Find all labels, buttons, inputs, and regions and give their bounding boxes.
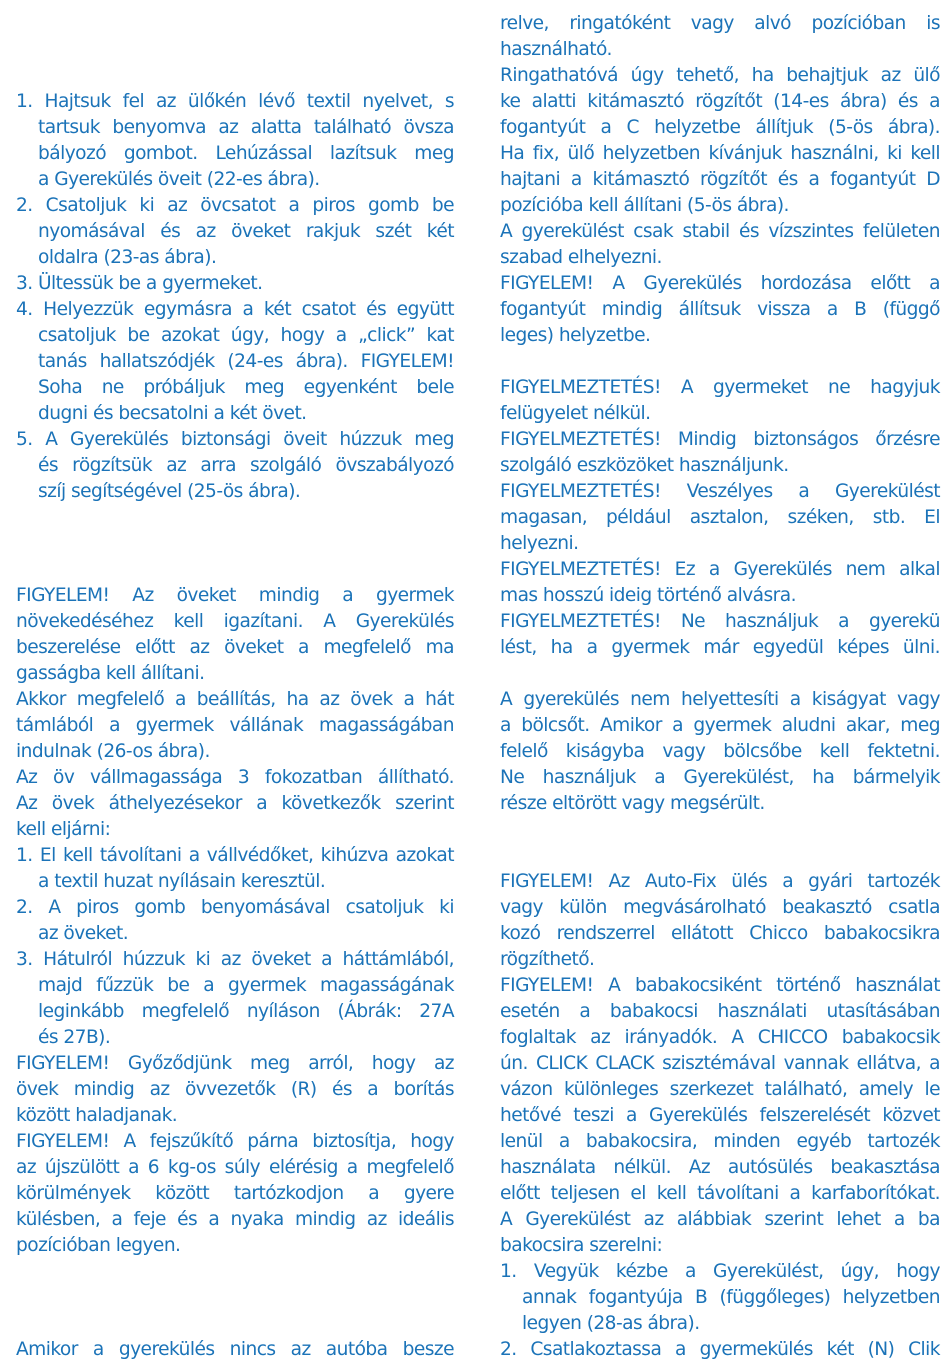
text-line: hetővé teszi a Gyerekülés felszerelését közvet: [500, 1105, 940, 1126]
text-line: tartsuk benyomva az alatta található övsza: [38, 117, 454, 138]
text-line: magasan, például asztalon, széken, stb. El: [500, 507, 940, 528]
text-line: gasságba kell állítani.: [16, 663, 205, 684]
text-line: bályozó gombot. Lehúzással lazítsuk meg: [38, 143, 454, 164]
text-line: nyomásával és az öveket rakjuk szét két: [38, 221, 454, 242]
text-line: FIGYELMEZTETÉS! Mindig biztonságos őrzésre: [500, 429, 940, 450]
text-line: FIGYELMEZTETÉS! Ne használjuk a gyerekü: [500, 611, 940, 632]
text-line: pozícióban legyen.: [16, 1235, 181, 1256]
text-line: szolgáló eszközöket használjunk.: [500, 455, 789, 476]
text-line: relve, ringatóként vagy alvó pozícióban is: [500, 13, 940, 34]
text-line: dugni és becsatolni a két övet.: [38, 403, 307, 424]
text-line: a Gyerekülés öveit (22-es ábra).: [38, 169, 320, 190]
text-line: Az övek áthelyezésekor a következők szerint: [16, 793, 454, 814]
text-line: Az öv vállmagassága 3 fokozatban állítható.: [16, 767, 454, 788]
text-line: használható.: [500, 39, 612, 60]
text-line: beszerelése előtt az öveket a megfelelő ma: [16, 637, 454, 658]
text-line: 1. Hajtsuk fel az ülőkén lévő textil nyelvet, s: [16, 91, 454, 112]
text-line: felügyelet nélkül.: [500, 403, 651, 424]
text-line: leges) helyzetbe.: [500, 325, 651, 346]
text-line: körülmények között tartózkodjon a gyere: [16, 1183, 454, 1204]
text-line: szíj segítségével (25-ös ábra).: [38, 481, 301, 502]
text-line: hajtani a kitámasztó rögzítőt és a fogantyút D: [500, 169, 940, 190]
text-line: 3. Hátulról húzzuk ki az öveket a háttámlából,: [16, 949, 454, 970]
text-line: Ne használjuk a Gyerekülést, ha bármelyik: [500, 767, 940, 788]
text-line: között haladjanak.: [16, 1105, 178, 1126]
text-line: felelő kiságyba vagy bölcsőbe kell fektetni.: [500, 741, 940, 762]
text-line: övek mindig az övvezetők (R) és a borítás: [16, 1079, 454, 1100]
text-line: 2. Csatoljuk ki az övcsatot a piros gomb be: [16, 195, 454, 216]
text-line: ún. CLICK CLACK szisztémával vannak ellátva, a: [500, 1053, 940, 1074]
text-line: Ha fix, ülő helyzetben kívánjuk használni, ki kell: [500, 143, 940, 164]
text-line: Amikor a gyerekülés nincs az autóba besze: [16, 1339, 454, 1360]
text-line: szabad elhelyezni.: [500, 247, 662, 268]
text-line: Akkor megfelelő a beállítás, ha az övek a hát: [16, 689, 454, 710]
text-line: rögzíthető.: [500, 949, 595, 970]
text-line: vázon különleges szerkezet található, amely le: [500, 1079, 940, 1100]
text-line: oldalra (23-as ábra).: [38, 247, 217, 268]
text-line: támlából a gyermek vállának magasságában: [16, 715, 454, 736]
text-line: 5. A Gyerekülés biztonsági öveit húzzuk meg: [16, 429, 454, 450]
text-line: pozícióba kell állítani (5-ös ábra).: [500, 195, 789, 216]
text-line: FIGYELEM! A Gyerekülés hordozása előtt a: [500, 273, 940, 294]
text-line: foglaltak az irányadók. A CHICCO babakocsik: [500, 1027, 940, 1048]
text-line: Soha ne próbáljuk meg egyenként bele: [38, 377, 454, 398]
text-line: FIGYELEM! Győződjünk meg arról, hogy az: [16, 1053, 454, 1074]
text-line: FIGYELMEZTETÉS! A gyermeket ne hagyjuk: [500, 377, 940, 398]
text-line: 2. A piros gomb benyomásával csatoljuk ki: [16, 897, 454, 918]
text-line: lenül a babakocsira, minden egyéb tartozék: [500, 1131, 940, 1152]
text-line: FIGYELEM! Az Auto-Fix ülés a gyári tartozék: [500, 871, 940, 892]
text-line: A Gyerekülést az alábbiak szerint lehet a ba: [500, 1209, 940, 1230]
text-line: leginkább megfelelő nyíláson (Ábrák: 27A: [38, 1001, 454, 1022]
text-line: az öveket.: [38, 923, 129, 944]
text-line: FIGYELEM! A fejszűkítő párna biztosítja, hogy: [16, 1131, 454, 1152]
text-line: csatoljuk be azokat úgy, hogy a „click” kat: [38, 325, 454, 346]
text-line: és 27B).: [38, 1027, 111, 1048]
text-line: Ringathatóvá úgy tehető, ha behajtjuk az ülő: [500, 65, 940, 86]
text-line: FIGYELEM! Az öveket mindig a gyermek: [16, 585, 454, 606]
text-line: 1. Vegyük kézbe a Gyerekülést, úgy, hogy: [500, 1261, 940, 1282]
text-line: fogantyút a C helyzetbe állítjuk (5-ös ábra).: [500, 117, 940, 138]
text-line: a bölcsőt. Amikor a gyermek aludni akar, meg: [500, 715, 940, 736]
text-line: tanás hallatszódjék (24-es ábra). FIGYELEM!: [38, 351, 454, 372]
text-line: 2. Csatlakoztassa a gyermekülés két (N) Clik: [500, 1339, 940, 1360]
text-line: 1. El kell távolítani a vállvédőket, kihúzva azokat: [16, 845, 454, 866]
text-line: használata nélkül. Az autósülés beakasztása: [500, 1157, 940, 1178]
text-line: FIGYELEM! A babakocsiként történő használat: [500, 975, 940, 996]
text-line: 4. Helyezzük egymásra a két csatot és együtt: [16, 299, 454, 320]
text-line: majd fűzzük be a gyermek magasságának: [38, 975, 454, 996]
text-line: 3. Ültessük be a gyermeket.: [16, 273, 263, 294]
text-line: lést, ha a gyermek már egyedül képes ülni.: [500, 637, 940, 658]
text-line: növekedéséhez kell igazítani. A Gyerekülés: [16, 611, 454, 632]
text-line: annak fogantyúja B (függőleges) helyzetben: [522, 1287, 940, 1308]
text-line: bakocsira szerelni:: [500, 1235, 663, 1256]
text-line: része eltörött vagy megsérült.: [500, 793, 765, 814]
text-line: az újszülött a 6 kg-os súly elérésig a megfelelő: [16, 1157, 454, 1178]
text-line: a textil huzat nyílásain keresztül.: [38, 871, 326, 892]
text-line: A gyerekülés nem helyettesíti a kiságyat vagy: [500, 689, 940, 710]
text-line: legyen (28-as ábra).: [522, 1313, 700, 1334]
text-line: FIGYELMEZTETÉS! Ez a Gyerekülés nem alkal: [500, 559, 940, 580]
text-line: FIGYELMEZTETÉS! Veszélyes a Gyerekülést: [500, 481, 940, 502]
text-line: kell eljárni:: [16, 819, 111, 840]
text-line: fogantyút mindig állítsuk vissza a B (függő: [500, 299, 940, 320]
text-line: A gyerekülést csak stabil és vízszintes felületen: [500, 221, 940, 242]
text-line: mas hosszú ideig történő alvásra.: [500, 585, 796, 606]
text-line: esetén a babakocsi használati utasításában: [500, 1001, 940, 1022]
text-line: indulnak (26-os ábra).: [16, 741, 210, 762]
text-line: helyezni.: [500, 533, 579, 554]
text-line: és rögzítsük az arra szolgáló övszabályozó: [38, 455, 454, 476]
text-line: előtt teljesen el kell távolítani a karfaborítókat.: [500, 1183, 940, 1204]
text-line: kozó rendszerrel ellátott Chicco babakocsikra: [500, 923, 940, 944]
text-line: vagy külön megvásárolható beakasztó csatla: [500, 897, 940, 918]
text-line: külésben, a feje és a nyaka mindig az ideális: [16, 1209, 454, 1230]
text-line: ke alatti kitámasztó rögzítőt (14-es ábra) és a: [500, 91, 940, 112]
